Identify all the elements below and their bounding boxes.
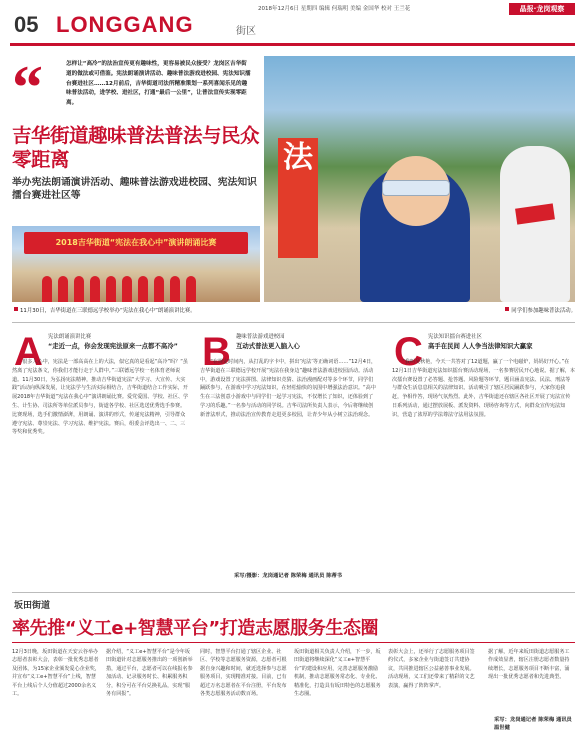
column-kicker: 宪法知识擂台赛进社区 [428,334,482,340]
performer-figure [170,276,180,302]
story2-paragraph: 据了解，近年来坂田街道志愿服务工作成效显著，辖区注册志愿者数量持续增长，志愿服务项目不断丰富，涌现出一批优秀志愿者和先进典型。 [488,649,570,681]
lead-paragraph: 怎样让“高冷”的法治宣传更有趣味性，更容易被民众接受？龙岗区吉华街道的做法或可借鉴。宪法朗诵演讲活动、趣味普法游戏进校园、宪法知识擂台赛进社区……12月前后，吉华街道司法所精准策划一系列喜闻乐见的趣味普法活动，进学校、进社区，打通“最后一公里”，让普法宣传实现零距离。 [66,61,251,107]
photo1-caption-text: 11月30日，吉华街道在三联德远学校举办“宪法在我心中”朗诵演讲比赛。 [20,308,196,314]
story2-paragraph: 据介绍，“义工e+智慧平台”是今年坂田街道针对志愿服务推出的一项创新举措，通过平台，志愿者可以在线报名参加活动、记录服务时长、积累服务积分，积分可在平台兑换礼品，实现“服务有回报”。 [106,649,193,698]
column-kicker: 趣味普法游戏进校园 [236,334,285,340]
column-kicker: 宪法朗诵演讲比赛 [48,334,92,340]
story2-rule [12,642,575,643]
story2-kicker: 坂田街道 [14,601,51,611]
section-divider [12,592,575,593]
bullet-icon [505,307,509,311]
photo1-caption [14,306,262,314]
issue-meta: 2018年12月6日 星期四 编辑 何瑞明 美编 金国华 校对 王兰花 [258,6,411,12]
column-letter: A [14,330,43,374]
column-body: 很多人心中，宪法是一部高高在上的大法，似它真的是看起“高冷”吗？“虽然离了宪法条文，你我们才能行走于人群中。”三联德远学校一名体育老师说道。11月30日，为弘扬宪法精神，推动吉华街道宪法“大学习、大宣传、大实践”活动向纵深发展，让宪法学与生活实际相结合，吉华街道结合工作实际，开展2018年吉华街道“宪法在我心中”演讲朗诵比赛。爱党爱国、学校、社区、学生、计生协、司法所等单位派员参与，街道各学校、社区选送优秀选手参赛。比赛现场，选手们激情澎湃，用朗诵、演讲的形式，传递宪法精神，引导群众遵守宪法、尊崇宪法、学习宪法、维护宪法。赛后，组委会评选出一、二、三等奖和优秀奖。 [12,359,189,436]
contest-banner: 2018吉华街道“宪法在我心中”演讲朗诵比赛 [24,232,248,254]
story2-credit: 采写：龙岗通记者 陈荣梅 通讯员 温世健 [494,717,572,732]
quote-mark-icon: “ [12,54,43,122]
performer-figure [42,276,52,302]
performer-figure [90,276,100,302]
headline-subtitle: 举办宪法朗诵演讲活动、趣味普法游戏进校园、宪法知识擂台赛进社区等 [12,177,257,201]
performer-figure [154,276,164,302]
performer-figure [122,276,132,302]
section-name: LONGGANG [56,12,194,37]
bullet-icon [14,307,18,311]
performer-figure [138,276,148,302]
blindfold [382,180,450,196]
column-letter: B [202,330,231,374]
story2-paragraph: 12月3日晚，坂田街道在天安云谷举办志愿者表彰大会，表彰一批优秀志愿者及团体，为15家企业颁发爱心企业奖，并宣布“义工e+智慧平台”上线，智慧平台上线后个人分值超过2000余名义工。 [12,649,100,698]
page-header [0,0,583,44]
contest-photo [12,226,260,302]
column-body: “我叫吴秋艳，今天一共答对了12道题，赢了一个电磁炉，妈妈好开心。”在12月1日吉华街道宪法知识擂台赛活动现场，一名参赛居民开心地说。据了解，本次擂台赛设置了必答题、抢答题、风险题等环节，题目涵盖宪法、民法、刑法等与群众生活息息相关的法律知识。活动吸引了辖区居民踊跃参与，大家你追我赶，争相作答，现场气氛热烈。此外，吉华街道还在辖区各社区开展了宪法宣传日系列活动，通过摆放展板、派发资料、现场咨询等方式，向群众宣传宪法知识，营造了浓厚的学法尊法守法用法氛围。 [392,359,575,418]
column-title: 高手在民间 人人争当法律知识大赢家 [428,342,533,350]
page-number: 05 [14,12,39,37]
students-photo [264,56,575,302]
headline: 吉华街道趣味普法普法与民众零距离 [12,124,260,171]
brand-logo: 晶报·龙岗观察 [509,3,575,15]
performer-figure [106,276,116,302]
section-divider [12,322,575,323]
story2-headline: 率先推“义工e+智慧平台”打造志愿服务生态圈 [12,618,379,639]
law-character-sign: 法 [278,138,318,258]
section-label: 街区 [236,26,256,37]
column-body: “在规定时间内，从打乱的字卡中，拼出‘宪法’等正确词语……”12月4日，吉华街道在三联德远学校开展“宪法在我身边”趣味普法游戏进校园活动。活动中，游戏设置了宪法拼图、法律知识竞猜、法治漫画配对等多个环节，同学们踊跃参与，在游戏中学习宪法知识，在轻松愉快的氛围中增强法治意识。“高中生在三法创意小游戏中与同学们一起学习宪法，不仅增长了知识，还体验到了学习的乐趣。”一名参与活动的同学说。吉华司法所负责人表示，今后将继续创新普法形式，推动法治宣传教育走进更多校园，让青少年从小树立法治观念。 [200,359,377,418]
column-letter: C [394,330,423,374]
story2-paragraph: 坂田街道相关负责人介绍，下一步，坂田街道将继续深化“义工e+智慧平台”的建设和应用，完善志愿服务激励机制，推动志愿服务常态化、专业化、精准化，打造具有坂田特色的志愿服务生态圈。 [294,649,381,698]
performer-figure [186,276,196,302]
column-title: “走近一点，你会发现宪法原来一点都不高冷” [48,342,178,350]
student-girl [500,146,570,302]
header-rule [10,43,575,46]
story2-paragraph: 同时，智慧平台打通了辖区企业、社区、学校等志愿服务资源，志愿者可根据自身兴趣和时间，就近选择参与志愿服务项目，实现精准对接。目前，已有超过万名志愿者在平台注册，平台发布各类志愿服务活动数百场。 [200,649,287,698]
photo2-caption-text: 同学们参加趣味普法活动。 [511,308,576,314]
article-credit: 采写/摄影：龙岗通记者 陈荣梅 通讯员 陈蒂书 [234,573,343,579]
performer-figure [58,276,68,302]
column-title: 互动式普法更入脑入心 [236,342,300,350]
photo2-caption [430,306,576,314]
performer-figure [74,276,84,302]
story2-paragraph: 表彰大会上，还举行了志愿服务项目签约仪式，多家企业与街道签订共建协议，共同推进辖区公益慈善事业发展。活动现场，义工们还带来了精彩的文艺表演，赢得了阵阵掌声。 [388,649,475,689]
